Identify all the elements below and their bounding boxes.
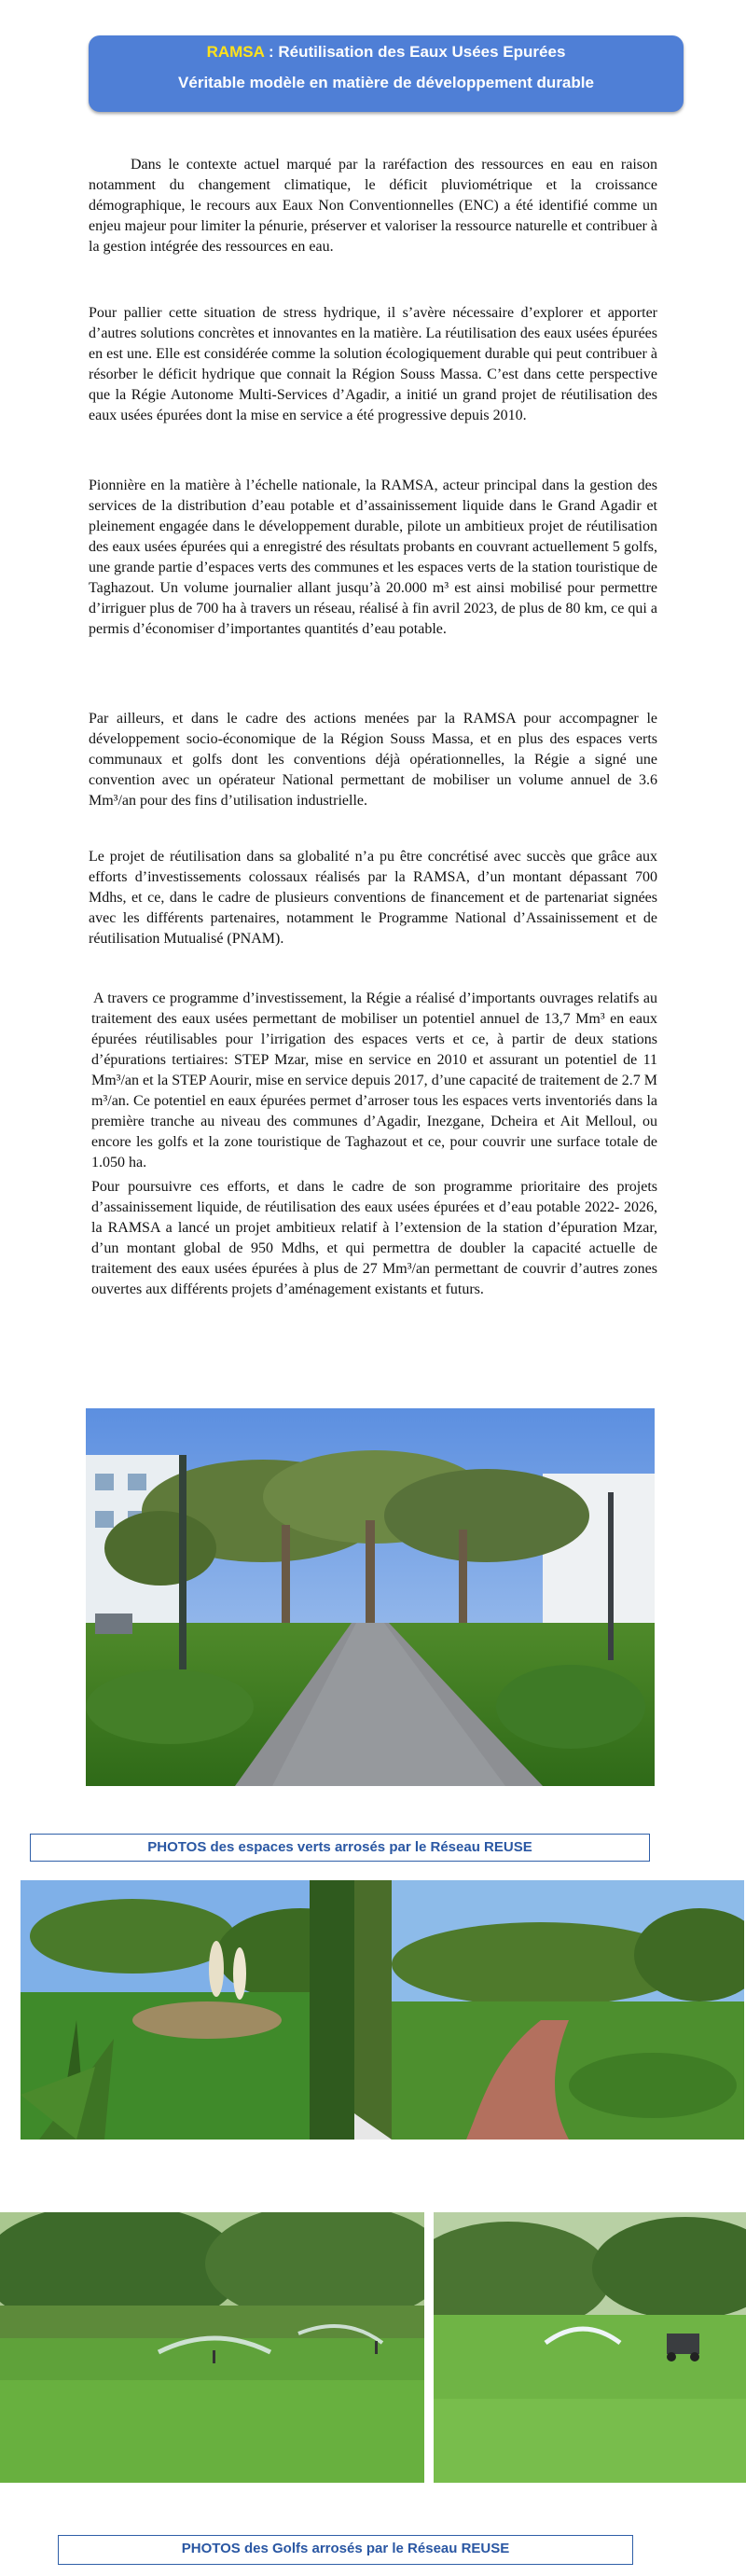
paragraph-2: Pour pallier cette situation de stress hydrique, il s’avère nécessaire d’explorer et apporter d’autres solutions concrètes et innovantes en la matière. La réutilisation des eaux usées épurées en est une. Elle est considérée comme la solution écologiquement durable qui peut contribuer à résorber le déficit hydrique que connait la Région Souss Massa. C’est dans cette perspective que la Régie Autonome Multi-Services d’Agadir, a initié un grand projet de réutilisation des eaux usées épurées dont la mise en service a été progressive depuis 2010.	[89, 305, 657, 423]
green-spaces-caption: PHOTOS des espaces verts arrosés par le Réseau REUSE	[30, 1834, 650, 1862]
paragraph-3: Pionnière en la matière à l’échelle nationale, la RAMSA, acteur principal dans la gestion des services de la distribution d’eau potable et d’assainissement liquide dans le Grand Agadir et pleinement engagée dans le développement durable, pilote un ambitieux projet de réutilisation des eaux usées épurées qui a enregistré des résultats probants en couvrant actuellement 5 golfs, une grande partie d’espaces verts des communes et les espaces verts de la station touristique de Taghazout. Un volume journalier allant jusqu’à 20.000 m³ est ainsi mobilisé pour permettre d’irriguer plus de 700 ha à travers un réseau, réalisé à fin avril 2023, de plus de 80 km, ce qui a permis d’économiser d’importantes quantités d’eau potable.	[89, 478, 657, 637]
paragraph-6: A travers ce programme d’investissement, la Régie a réalisé d’importants ouvrages relatifs au traitement des eaux usées permettant de mobiliser un potentiel annuel de 13,7 Mm³ en eaux épurées réutilisables pour l’irrigation des espaces verts et ce, à partir de deux stations d’épurations tertiaires: STEP Mzar, mise en service en 2010 et assurant un potentiel de 11 Mm³/an et la STEP Aourir, mise en service depuis 2017, d’une capacité de traitement de 2.7 M m³/an. Ce potentiel en eaux épurées permet d’arroser tous les espaces verts inventoriés dans la première tranche au niveau des communes d’Agadir, Inezgane, Dcheira et Ait Melloul, ou encore les golfs et la zone touristique de Taghazout et ce, pour couvrir une surface totale de 1.050 ha.	[91, 990, 657, 1170]
paragraph-7: Pour poursuivre ces efforts, et dans le cadre de son programme prioritaire des projets d’assainissement liquide, de réutilisation des eaux usées épurées et d’eau potable 2022- 2026, la RAMSA a lancé un projet ambitieux relatif à l’extension de la station d’épuration Mzar, d’un montant global de 950 Mdhs, et qui permettra de doubler la capacité actuelle de traitement des eaux usées épurées à plus de 27 Mm³/an permettant de couvrir d’autres zones ouvertes aux différents projets d’aménagement existants et futurs.	[91, 1179, 657, 1297]
paragraph-1: Dans le contexte actuel marqué par la raréfaction des ressources en eau en raison notamment du changement climatique, le déficit pluviométrique et la croissance démographique, le recours aux Eaux Non Conventionnelles (ENC) a été identifié comme un enjeu majeur pour limiter la pénurie, préserver et valoriser la ressource naturelle et contribuer à la gestion intégrée des ressources en eau.	[89, 157, 657, 255]
golf-photo-left	[0, 2212, 424, 2483]
banner-title-text: : Réutilisation des Eaux Usées Epurées	[264, 43, 566, 61]
golf-photo-right	[434, 2212, 746, 2483]
green-space-photo-left	[21, 1880, 354, 2140]
paragraph-5: Le projet de réutilisation dans sa globalité n’a pu être concrétisé avec succès que grâce aux efforts d’investissements colossaux réalisés par la RAMSA, d’un montant dépassant 700 Mdhs, et ce, dans le cadre de plusieurs conventions de financement et de partenariat signées avec les différents partenaires, notamment le Programme National d’Assainissement et de réutilisation Mutualisé (PNAM).	[89, 849, 657, 947]
title-banner	[89, 35, 684, 112]
banner-subtitle: Véritable modèle en matière de développement durable	[178, 74, 594, 91]
green-space-photo	[86, 1408, 655, 1786]
ramsa-label: RAMSA	[206, 43, 265, 61]
paragraph-4: Par ailleurs, et dans le cadre des actions menées par la RAMSA pour accompagner le développement socio-économique de la Région Souss Massa, et en plus des espaces verts communaux et golfs dont les conventions déjà opérationnelles, la Régie a signé une convention avec un opérateur National permettant de mobiliser un volume annuel de 3.6 Mm³/an pour des fins d’utilisation industrielle.	[89, 711, 657, 809]
banner-title	[89, 43, 684, 62]
green-space-photo-right	[354, 1880, 744, 2140]
golfs-caption: PHOTOS des Golfs arrosés par le Réseau REUSE	[58, 2535, 633, 2565]
